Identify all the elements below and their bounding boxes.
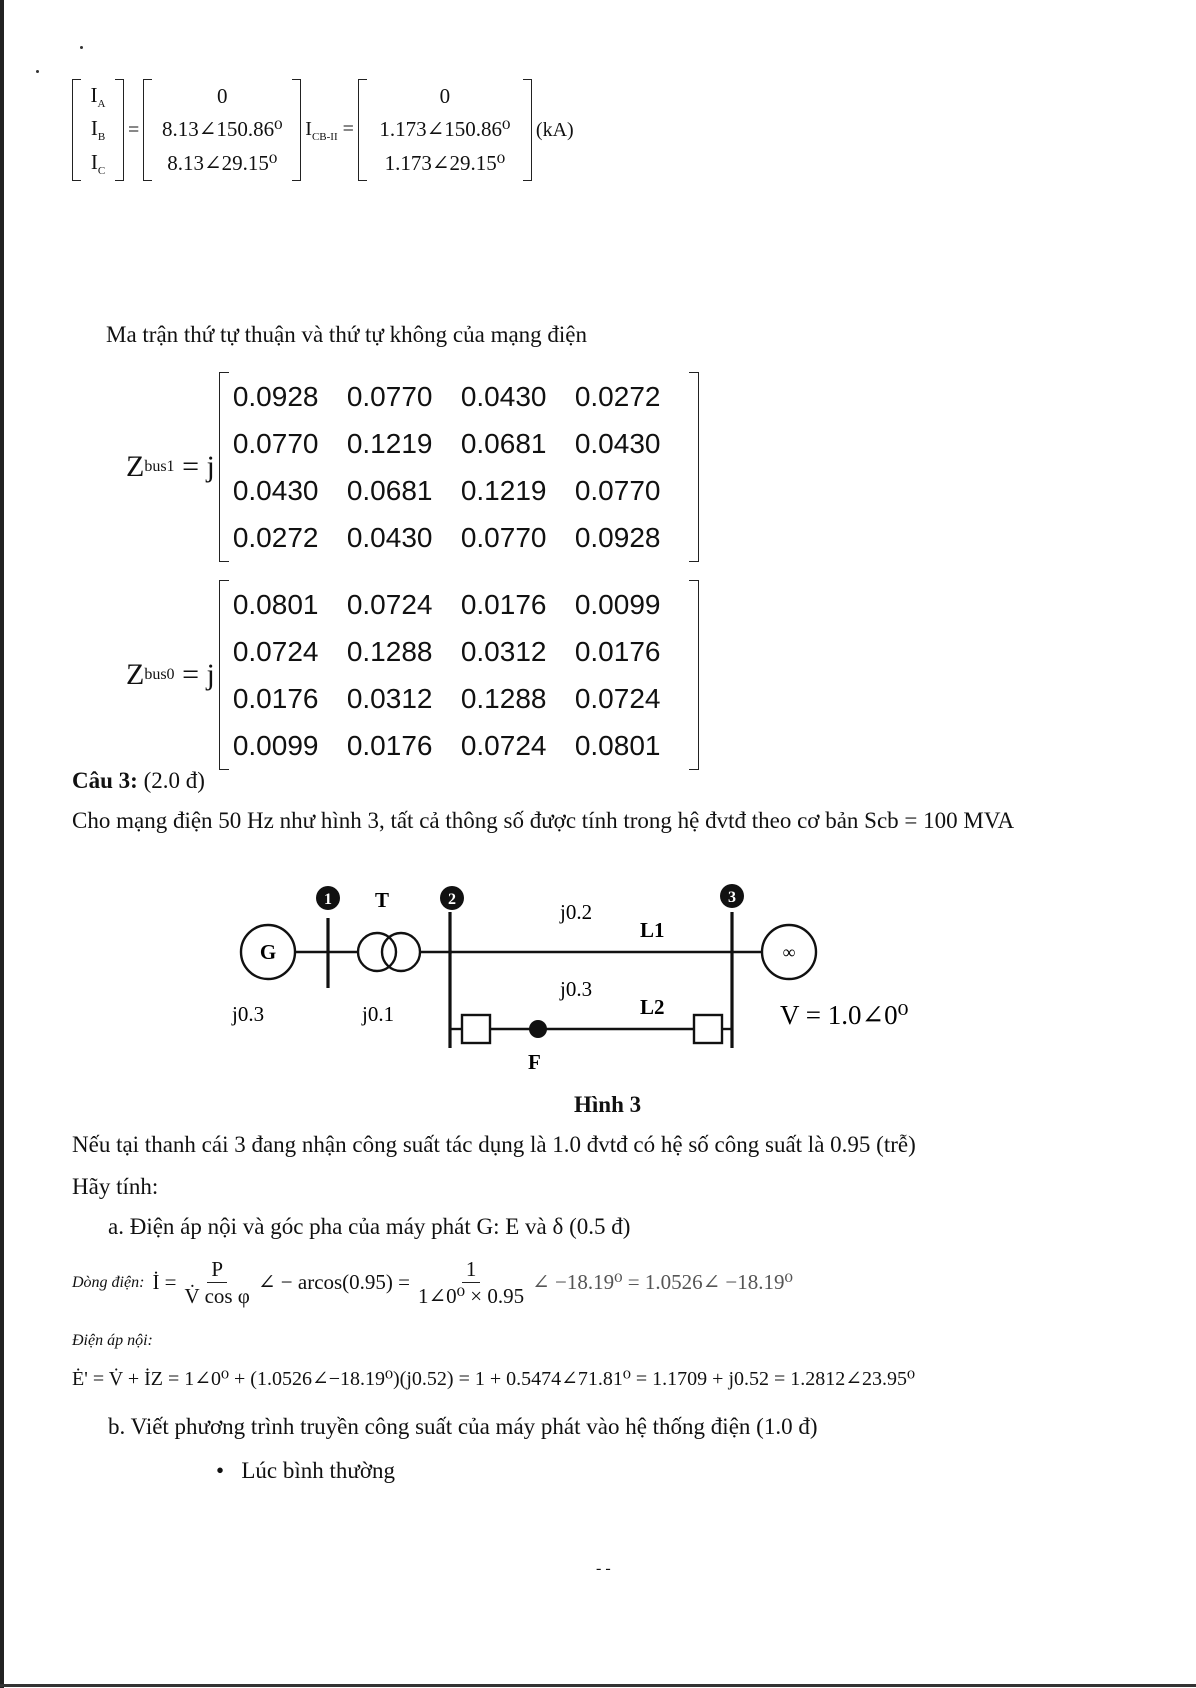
zbus0-cell: 0.0801	[232, 588, 319, 620]
footer-mark: - -	[596, 1560, 611, 1577]
bus-number-3: 3	[728, 889, 736, 906]
zbus0-cell: 0.1288	[460, 682, 547, 714]
voltage-eq-label: Điện áp nội:	[72, 1332, 153, 1349]
zbus1-cell: 0.0272	[232, 521, 319, 553]
zbus1-cell: 0.0430	[346, 521, 433, 553]
current-equation: Dòng điện: İ = $\frac{P}{\text{V̇ cos φ}}$ ∠ − arcos(0.95) = $\frac{1}{\text{1∠0⁰ × 0.95}}$ ∠ −18.19⁰ = 1.0526∠ −18.19⁰	[72, 1257, 793, 1308]
zbus1-cell: 0.0430	[232, 474, 319, 506]
breaker-left	[462, 1015, 490, 1043]
fault-label: F	[528, 1050, 541, 1074]
zbus0-cell: 0.0176	[460, 588, 547, 620]
zbus0-label: Z bus0 = j	[126, 658, 215, 691]
zbus0-cell: 0.0724	[346, 588, 433, 620]
bus-number-2: 2	[448, 891, 456, 908]
transformer-winding-1	[358, 933, 396, 971]
figure-caption: Hình 3	[574, 1092, 642, 1117]
voltage-equation: Ė' = V̇ + İZ = 1∠0⁰ + (1.0526∠−18.19⁰)(j0.52) = 1 + 0.5474∠71.81⁰ = 1.1709 + j0.52 = 1.2812∠23.95⁰	[72, 1368, 916, 1390]
current-eq-label: Dòng điện:	[72, 1273, 145, 1291]
zbus1-cell: 0.0430	[460, 380, 547, 412]
question-heading: Câu 3: (2.0 đ)	[72, 768, 205, 793]
ask-text: Hãy tính:	[72, 1174, 159, 1199]
bullet-item: • Lúc bình thường	[216, 1458, 395, 1483]
zbus0-cell: 0.0176	[574, 635, 661, 667]
zbus0-cell: 0.0312	[460, 635, 547, 667]
zbus1-cell: 0.0681	[460, 427, 547, 459]
per-unit-current-vector: 0 8.13∠150.86⁰ 8.13∠29.15⁰	[162, 84, 283, 175]
bus-number-1: 1	[324, 891, 332, 908]
matrix-intro: Ma trận thứ tự thuận và thứ tự không của mạng điện	[106, 322, 588, 347]
zbus1-cell: 0.0430	[574, 427, 661, 459]
line2-reactance: j0.3	[560, 977, 593, 1001]
base-current-label: $I_{CB-II}$ =	[305, 117, 354, 143]
infinite-bus-label: ∞	[782, 942, 796, 962]
zbus0-cell: 0.0724	[460, 729, 547, 761]
zbus0-cell: 0.0176	[232, 682, 319, 714]
zbus0-cell: 0.0724	[574, 682, 661, 714]
line1-label: L1	[640, 918, 665, 942]
zbus1-cell: 0.0681	[346, 474, 433, 506]
zbus0-cell: 0.0176	[346, 729, 433, 761]
fraction: $\frac{1}{\text{1∠0⁰ × 0.95}}$	[418, 1257, 525, 1308]
transformer-winding-2	[382, 933, 420, 971]
breaker-right	[694, 1015, 722, 1043]
zbus1-label: Z bus1 = j	[126, 450, 215, 483]
part-a: a. Điện áp nội và góc pha của máy phát G: E và δ (0.5 đ)	[108, 1214, 631, 1239]
zbus0-cell: 0.0099	[232, 729, 319, 761]
condition-text: Nếu tại thanh cái 3 đang nhận công suất tác dụng là 1.0 đvtđ có hệ số công suất là 0.95 (trễ)	[72, 1132, 916, 1157]
zbus0-cell: 0.1288	[346, 635, 433, 667]
line2-label: L2	[640, 995, 665, 1019]
fault-point	[529, 1020, 547, 1038]
zbus1-cell: 0.0770	[346, 380, 433, 412]
zbus1-cell: 0.0928	[232, 380, 319, 412]
zbus1-cell: 0.1219	[460, 474, 547, 506]
zbus1-cell: 0.0770	[574, 474, 661, 506]
gen-reactance: j0.3	[232, 1002, 265, 1026]
zbus1-cell: 0.0770	[460, 521, 547, 553]
zbus1-cell: 0.1219	[346, 427, 433, 459]
zbus0-cell: 0.0312	[346, 682, 433, 714]
zbus1-cell: 0.0272	[574, 380, 661, 412]
transformer-reactance: j0.1	[362, 1002, 395, 1026]
zbus0-cell: 0.0801	[574, 729, 661, 761]
ka-current-vector: 0 1.173∠150.86⁰ 1.173∠29.15⁰	[379, 84, 511, 175]
part-b: b. Viết phương trình truyền công suất của máy phát vào hệ thống điện (1.0 đ)	[108, 1414, 818, 1439]
line1-reactance: j0.2	[560, 900, 593, 924]
fault-current-equation: $I_A$ $I_B$ $I_C$ = 0 8.13∠150.86⁰ 8.13∠29.15⁰ $I_{CB-II}$ = 0 1.173∠150.86⁰ 1.173∠29.15⁰ (kA)	[72, 78, 578, 182]
transformer-label: T	[374, 888, 390, 912]
zbus0-cell: 0.0099	[574, 588, 661, 620]
generator-label: G	[259, 940, 277, 964]
zbus0-cell: 0.0724	[232, 635, 319, 667]
phase-current-vector: $I_A$ $I_B$ $I_C$	[90, 83, 106, 177]
question-intro: Cho mạng điện 50 Hz như hình 3, tất cả thông số được tính trong hệ đvtđ theo cơ bản Scb = 100 MVA	[72, 808, 1015, 833]
zbus1-cell: 0.0770	[232, 427, 319, 459]
infinite-bus-voltage: V = 1.0∠0⁰	[780, 1000, 909, 1030]
fraction: $\frac{P}{\text{V̇ cos φ}}$	[184, 1257, 250, 1308]
unit-label: (kA)	[535, 118, 574, 141]
zbus1-cell: 0.0928	[574, 521, 661, 553]
